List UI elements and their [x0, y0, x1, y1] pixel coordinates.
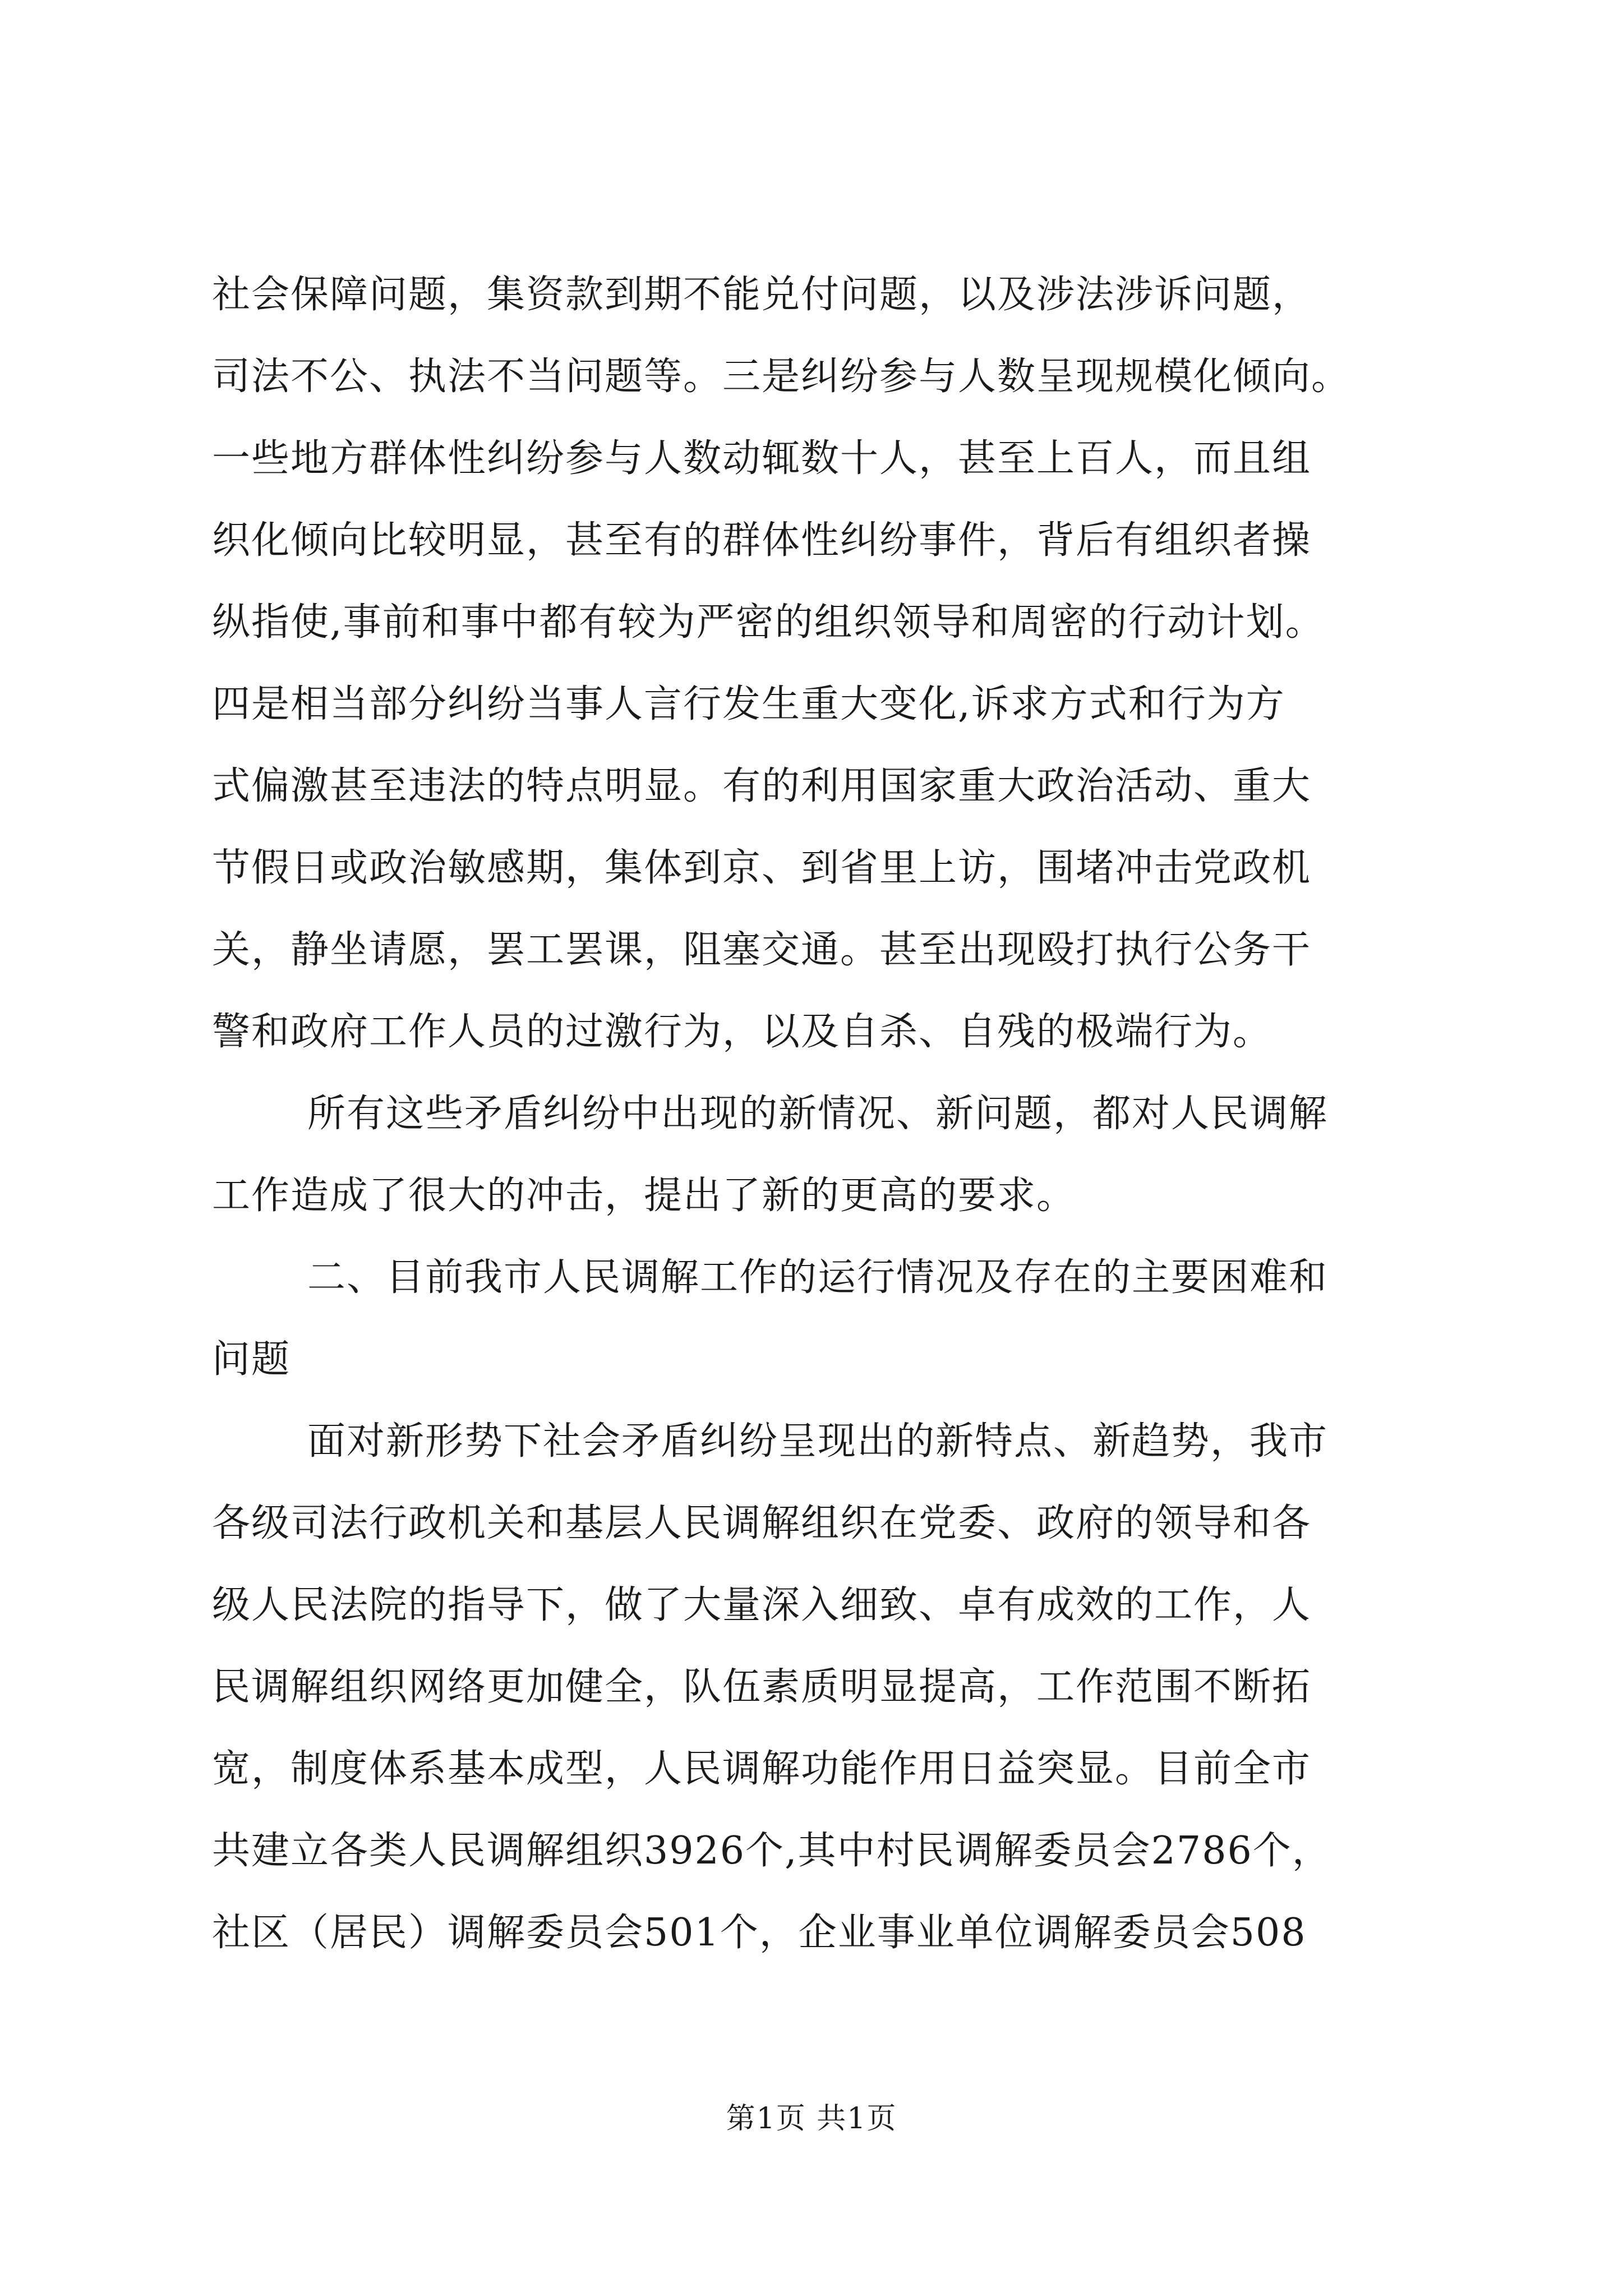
- text-line-18: 民调解组织网络更加健全，队伍素质明显提高，工作范围不断拓: [212, 1665, 1312, 1709]
- text-line-10: 警和政府工作人员的过激行为，以及自杀、自残的极端行为。: [212, 1010, 1272, 1054]
- text-line-21: 社区（居民）调解委员会501个，企业事业单位调解委员会508: [212, 1911, 1307, 1955]
- text-line-1: 社会保障问题，集资款到期不能兑付问题，以及涉法涉诉问题，: [212, 273, 1312, 317]
- paragraph-start-line: 面对新形势下社会矛盾纠纷呈现出的新特点、新趋势，我市: [307, 1419, 1329, 1464]
- text-line-19: 宽，制度体系基本成型，人民调解功能作用日益突显。目前全市: [212, 1747, 1312, 1791]
- page-footer: 第1页 共1页: [726, 2102, 897, 2136]
- section-heading-line-2: 问题: [212, 1337, 291, 1382]
- text-line-16: 各级司法行政机关和基层人民调解组织在党委、政府的领导和各: [212, 1501, 1312, 1545]
- text-line-20: 共建立各类人民调解组织3926个,其中村民调解委员会2786个，: [212, 1829, 1331, 1873]
- text-line-7: 式偏激甚至违法的特点明显。有的利用国家重大政治活动、重大: [212, 764, 1312, 808]
- text-line-9: 关，静坐请愿，罢工罢课，阻塞交通。甚至出现殴打执行公务干: [212, 928, 1312, 972]
- text-line-5: 纵指使,事前和事中都有较为严密的组织领导和周密的行动计划。: [212, 600, 1325, 645]
- text-line-3: 一些地方群体性纠纷参与人数动辄数十人，甚至上百人，而且组: [212, 436, 1312, 481]
- paragraph-start-line: 所有这些矛盾纠纷中出现的新情况、新问题，都对人民调解: [307, 1092, 1329, 1136]
- text-line-12: 工作造成了很大的冲击，提出了新的更高的要求。: [212, 1174, 1076, 1218]
- text-line-8: 节假日或政治敏感期，集体到京、到省里上访，围堵冲击党政机: [212, 846, 1312, 890]
- text-line-4: 织化倾向比较明显，甚至有的群体性纠纷事件，背后有组织者操: [212, 518, 1312, 563]
- text-line-17: 级人民法院的指导下，做了大量深入细致、卓有成效的工作，人: [212, 1583, 1312, 1627]
- section-heading-line-1: 二、目前我市人民调解工作的运行情况及存在的主要困难和: [307, 1255, 1329, 1300]
- text-line-2: 司法不公、执法不当问题等。三是纠纷参与人数呈现规模化倾向。: [212, 355, 1351, 399]
- text-line-6: 四是相当部分纠纷当事人言行发生重大变化,诉求方式和行为方: [212, 682, 1285, 726]
